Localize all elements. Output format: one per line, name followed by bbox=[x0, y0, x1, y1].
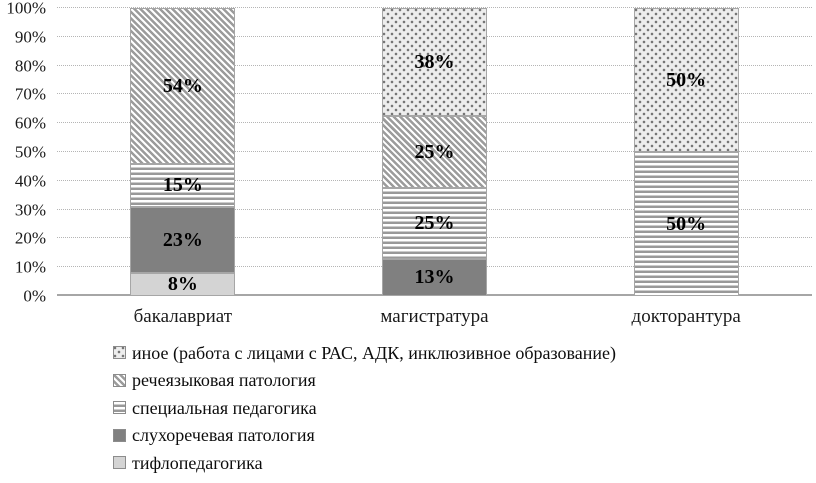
bar-докторантура bbox=[634, 8, 739, 296]
y-tick-label: 0% bbox=[23, 286, 46, 306]
y-tick-label: 50% bbox=[14, 142, 46, 162]
x-category-label: бакалавриат bbox=[133, 306, 233, 327]
data-label: 38% bbox=[414, 51, 455, 74]
bar-segment bbox=[382, 8, 487, 116]
bar-segment bbox=[382, 188, 487, 259]
bar-slot bbox=[309, 8, 561, 296]
legend-item bbox=[113, 339, 616, 367]
y-tick-label: 40% bbox=[14, 171, 46, 191]
legend bbox=[113, 339, 616, 477]
y-tick-label: 70% bbox=[14, 84, 46, 104]
legend-swatch bbox=[113, 456, 126, 469]
legend-swatch bbox=[113, 401, 126, 414]
bar-segment bbox=[382, 259, 487, 296]
legend-label: иное (работа с лицами с РАС, АДК, инклюзивное образование) bbox=[132, 342, 616, 363]
bar-segment bbox=[130, 8, 235, 164]
data-label: 25% bbox=[414, 212, 455, 235]
bar-slot bbox=[560, 8, 812, 296]
legend-item bbox=[113, 422, 616, 450]
legend-swatch bbox=[113, 429, 126, 442]
data-label: 54% bbox=[162, 74, 203, 97]
y-tick-label: 100% bbox=[6, 0, 46, 18]
bars bbox=[57, 8, 812, 296]
legend-label: тифлопедагогика bbox=[132, 452, 263, 473]
y-tick-label: 60% bbox=[14, 113, 46, 133]
y-axis bbox=[0, 0, 48, 306]
bar-slot bbox=[57, 8, 309, 296]
data-label: 50% bbox=[666, 69, 707, 91]
legend-swatch bbox=[113, 374, 126, 387]
legend-label: речеязыковая патология bbox=[132, 370, 316, 391]
legend-item bbox=[113, 449, 616, 477]
legend-label: слухоречевая патология bbox=[132, 425, 315, 446]
y-tick-label: 30% bbox=[14, 200, 46, 220]
bar-segment bbox=[130, 164, 235, 207]
y-tick-label: 80% bbox=[14, 56, 46, 76]
y-tick-label: 10% bbox=[14, 257, 46, 277]
x-axis bbox=[57, 306, 812, 328]
bar-segment bbox=[130, 273, 235, 296]
data-label: 23% bbox=[162, 228, 203, 251]
data-label: 25% bbox=[414, 141, 455, 164]
legend-item bbox=[113, 367, 616, 395]
data-label: 13% bbox=[414, 266, 455, 289]
y-tick-label: 20% bbox=[14, 228, 46, 248]
data-label: 8% bbox=[167, 273, 198, 296]
bar-segment bbox=[382, 116, 487, 187]
bar-segment bbox=[634, 8, 739, 152]
x-category-label: докторантура bbox=[631, 306, 741, 327]
bar-бакалавриат bbox=[130, 8, 235, 296]
bar-segment bbox=[634, 152, 739, 296]
legend-label: специальная педагогика bbox=[132, 397, 317, 418]
bar-магистратура bbox=[382, 8, 487, 296]
data-label: 50% bbox=[666, 213, 707, 235]
legend-swatch bbox=[113, 346, 126, 359]
bar-segment bbox=[130, 207, 235, 273]
x-category-label: магистратура bbox=[380, 306, 489, 327]
data-label: 15% bbox=[162, 174, 203, 197]
plot-area bbox=[57, 8, 812, 296]
y-tick-label: 90% bbox=[14, 27, 46, 47]
legend-item bbox=[113, 394, 616, 422]
